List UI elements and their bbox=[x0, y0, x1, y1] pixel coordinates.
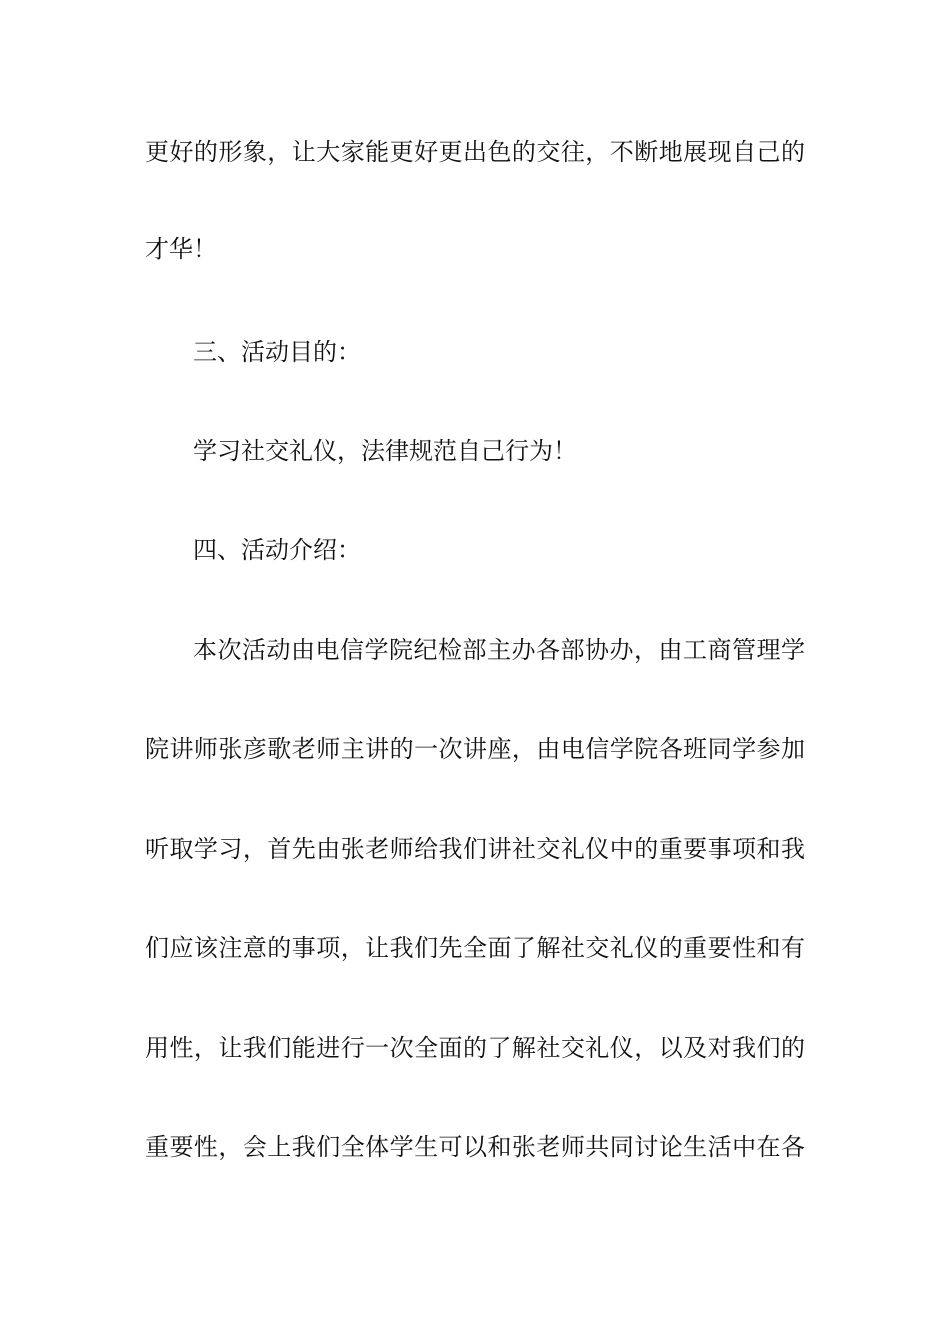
paragraph-line: 院讲师张彦歌老师主讲的一次讲座，由电信学院各班同学参加 bbox=[145, 735, 805, 763]
paragraph-line: 们应该注意的事项，让我们先全面了解社交礼仪的重要性和有 bbox=[145, 934, 805, 962]
section-heading: 四、活动介绍： bbox=[193, 536, 361, 564]
paragraph-line: 更好的形象，让大家能更好更出色的交往，不断地展现自己的 bbox=[145, 138, 805, 166]
paragraph-line: 听取学习，首先由张老师给我们讲社交礼仪中的重要事项和我 bbox=[145, 835, 805, 863]
section-heading: 三、活动目的： bbox=[193, 338, 361, 366]
paragraph-line: 才华！ bbox=[145, 235, 217, 263]
paragraph-line: 重要性，会上我们全体学生可以和张老师共同讨论生活中在各 bbox=[145, 1133, 805, 1161]
paragraph-line: 本次活动由电信学院纪检部主办各部协办，由工商管理学 bbox=[193, 636, 805, 664]
paragraph-line: 用性，让我们能进行一次全面的了解社交礼仪，以及对我们的 bbox=[145, 1034, 805, 1062]
paragraph-line: 学习社交礼仪，法律规范自己行为！ bbox=[193, 437, 577, 465]
